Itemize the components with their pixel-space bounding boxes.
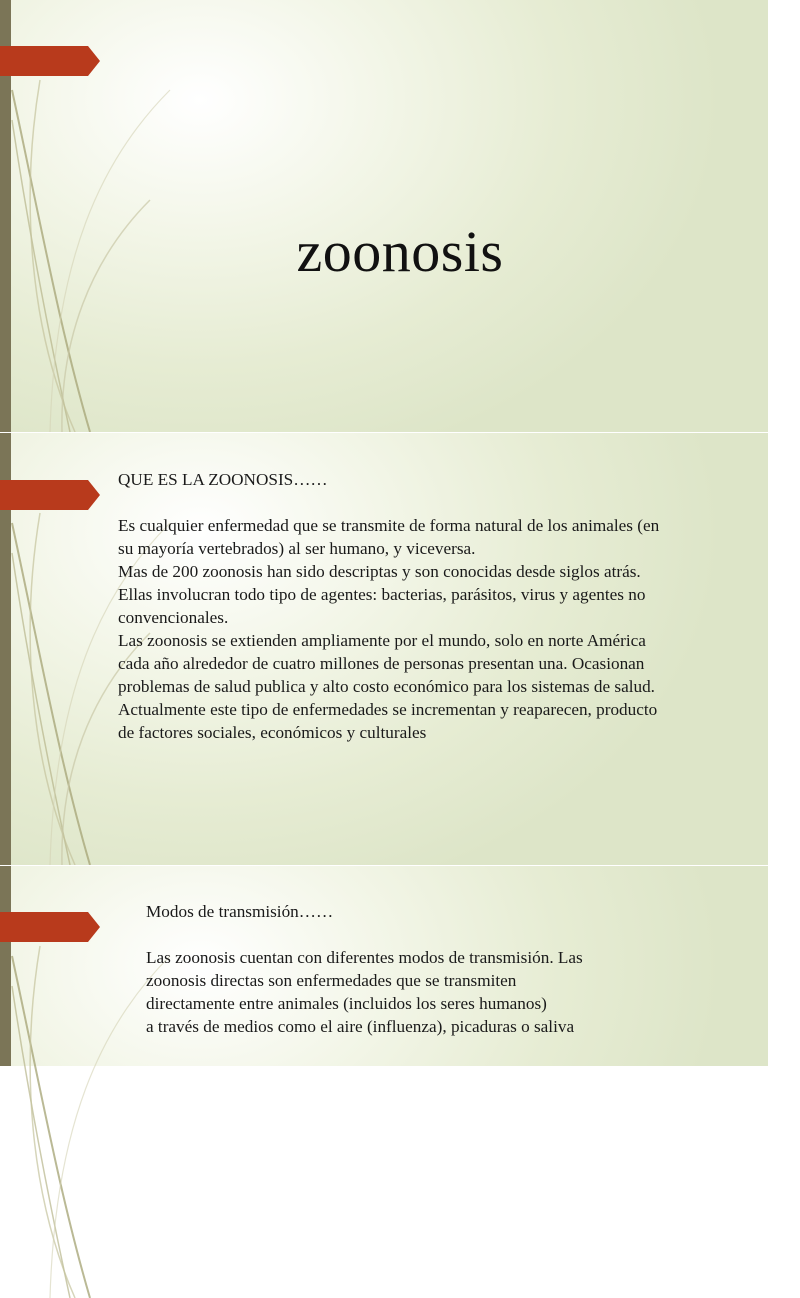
body-line: a través de medios como el aire (influenza), picaduras o saliva (146, 1017, 575, 1036)
slide-heading: QUE ES LA ZOONOSIS…… (118, 470, 328, 489)
slide-body (118, 468, 738, 744)
body-line: Las zoonosis cuentan con diferentes modos de transmisión. Las (146, 948, 583, 967)
body-line: convencionales. (118, 608, 229, 627)
body-line: Las zoonosis se extienden ampliamente por el mundo, solo en norte América (118, 631, 646, 650)
body-line: Mas de 200 zoonosis han sido descriptas y son conocidas desde siglos atrás. (118, 562, 641, 581)
arrow-tab-icon (0, 480, 100, 510)
body-line: cada año alrededor de cuatro millones de personas presentan una. Ocasionan (118, 654, 645, 673)
body-line: Es cualquier enfermedad que se transmite de forma natural de los animales (en (118, 516, 660, 535)
body-line: directamente entre animales (incluidos los seres humanos) (146, 994, 547, 1013)
body-line: Ellas involucran todo tipo de agentes: bacterias, parásitos, virus y agentes no (118, 585, 646, 604)
slide-1[interactable] (0, 0, 768, 432)
arrow-tab-icon (0, 912, 100, 942)
body-line: Actualmente este tipo de enfermedades se incrementan y reaparecen, producto (118, 700, 658, 719)
slide-title: zoonosis (296, 219, 504, 284)
slide-3[interactable] (0, 865, 768, 1066)
arrow-tab-icon (0, 46, 100, 76)
slide-body (146, 900, 746, 1038)
body-line: problemas de salud publica y alto costo económico para los sistemas de salud. (118, 677, 655, 696)
body-line: su mayoría vertebrados) al ser humano, y viceversa. (118, 539, 476, 558)
slide-2[interactable] (0, 432, 768, 865)
body-line: de factores sociales, económicos y culturales (118, 723, 427, 742)
body-line: zoonosis directas son enfermedades que se transmiten (146, 971, 517, 990)
slide-heading: Modos de transmisión…… (146, 902, 334, 921)
